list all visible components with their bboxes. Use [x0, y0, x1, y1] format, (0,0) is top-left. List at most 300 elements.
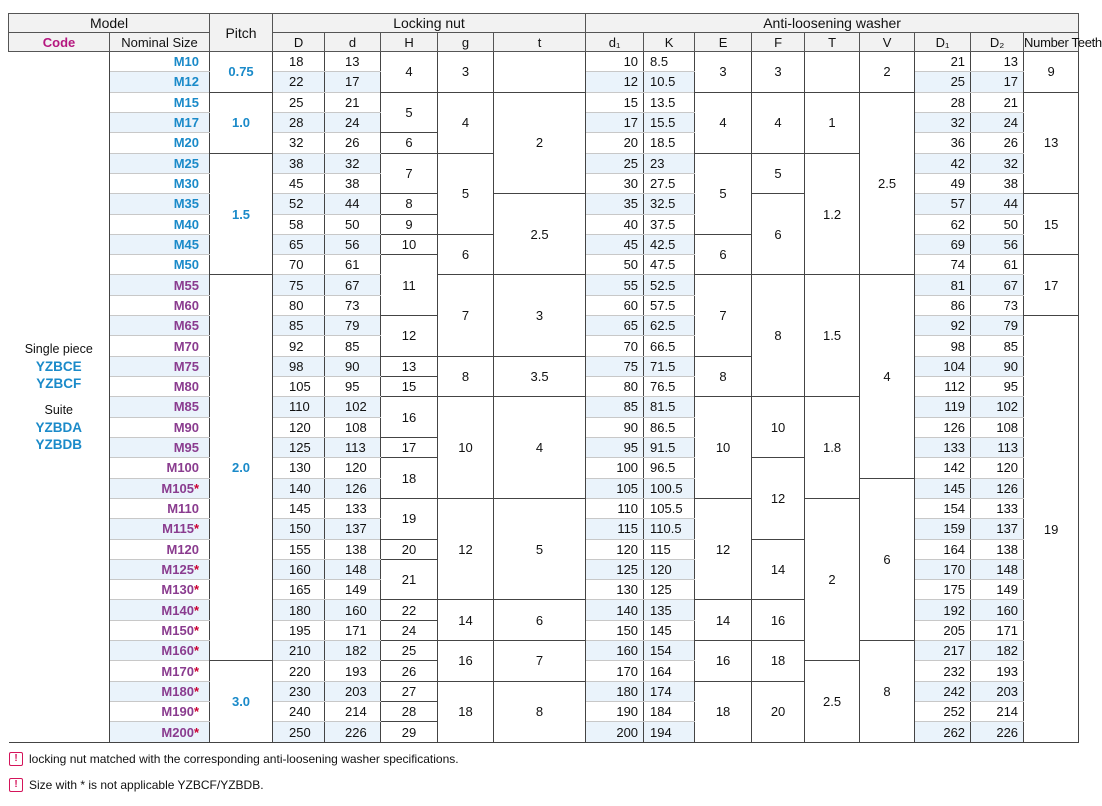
nut-g-cell: 12 — [438, 498, 494, 600]
nominal-size-cell — [110, 173, 210, 193]
nut-H-cell: 7 — [381, 153, 438, 194]
nut-d-cell: 149 — [325, 580, 381, 600]
nut-D-cell: 105 — [273, 377, 325, 397]
nominal-size-cell — [110, 92, 210, 112]
washer-d1-cell: 10 — [586, 52, 644, 72]
pitch-cell: 2.0 — [210, 275, 273, 661]
nut-g-cell: 3 — [438, 52, 494, 93]
table-row — [9, 275, 1079, 295]
washer-F-cell: 18 — [752, 641, 805, 682]
washer-V-cell: 8 — [860, 641, 915, 743]
washer-D1-cell: 81 — [915, 275, 971, 295]
nut-d-cell: 38 — [325, 173, 381, 193]
not-applicable-star: * — [193, 602, 200, 618]
nut-d-cell: 126 — [325, 478, 381, 498]
washer-F-cell: 8 — [752, 275, 805, 397]
nut-d-cell: 160 — [325, 600, 381, 620]
washer-D1-cell: 92 — [915, 316, 971, 336]
washer-K-cell: 23 — [644, 153, 695, 173]
nut-d-cell: 44 — [325, 194, 381, 214]
washer-D2-cell: 32 — [971, 153, 1024, 173]
washer-T-cell — [805, 52, 860, 93]
nut-D-cell: 70 — [273, 255, 325, 275]
washer-T-cell: 1.2 — [805, 153, 860, 275]
washer-F-cell: 16 — [752, 600, 805, 641]
nut-t-cell: 6 — [494, 600, 586, 641]
nut-D-cell: 250 — [273, 722, 325, 743]
nut-d-cell: 61 — [325, 255, 381, 275]
nut-H-cell: 13 — [381, 356, 438, 376]
nominal-size-cell — [110, 52, 210, 72]
table-row — [9, 52, 1079, 72]
nut-d-cell: 56 — [325, 234, 381, 254]
washer-D2-cell: 160 — [971, 600, 1024, 620]
washer-D1-cell: 145 — [915, 478, 971, 498]
nut-D-cell: 230 — [273, 681, 325, 701]
nominal-size-cell — [110, 234, 210, 254]
washer-d1-cell: 150 — [586, 620, 644, 640]
model-code: YZBCF — [36, 376, 82, 391]
washer-D1-cell: 28 — [915, 92, 971, 112]
nut-D-cell: 18 — [273, 52, 325, 72]
washer-D2-cell: 13 — [971, 52, 1024, 72]
nominal-size-value: M20 — [173, 135, 200, 151]
nut-D-cell: 25 — [273, 92, 325, 112]
nominal-size-value: M90 — [173, 419, 200, 435]
nut-d-cell: 85 — [325, 336, 381, 356]
nut-d-cell: 108 — [325, 417, 381, 437]
nominal-size-value: M17 — [173, 115, 200, 131]
washer-F-cell: 3 — [752, 52, 805, 93]
nut-d-cell: 113 — [325, 437, 381, 457]
not-applicable-star: * — [193, 582, 200, 598]
washer-K-cell: 115 — [644, 539, 695, 559]
nut-H-cell: 12 — [381, 316, 438, 357]
washer-D1-cell: 119 — [915, 397, 971, 417]
number-teeth-cell: 13 — [1024, 92, 1079, 194]
washer-E-cell: 4 — [695, 92, 752, 153]
washer-D2-cell: 61 — [971, 255, 1024, 275]
washer-K-cell: 81.5 — [644, 397, 695, 417]
table-row — [9, 498, 1079, 518]
washer-d1-cell: 15 — [586, 92, 644, 112]
number-teeth-cell: 19 — [1024, 316, 1079, 743]
table-row — [9, 397, 1079, 417]
washer-D2-cell: 113 — [971, 437, 1024, 457]
nominal-size-value: M40 — [173, 216, 200, 232]
not-applicable-star: * — [193, 683, 200, 699]
locking-nut-header: Locking nut — [273, 14, 586, 33]
nut-H-cell: 25 — [381, 641, 438, 661]
nut-d-cell: 226 — [325, 722, 381, 743]
nominal-size-value: M150 — [161, 622, 194, 638]
nut-t-cell: 5 — [494, 498, 586, 600]
washer-D2-cell: 203 — [971, 681, 1024, 701]
nut-d-cell: 90 — [325, 356, 381, 376]
washer-D2-cell: 67 — [971, 275, 1024, 295]
washer-d1-cell: 140 — [586, 600, 644, 620]
nominal-size-value: M30 — [173, 176, 200, 192]
nut-d-cell: 148 — [325, 559, 381, 579]
washer-col-T-header: T — [805, 33, 860, 52]
nominal-size-value: M50 — [173, 257, 200, 273]
nominal-size-header: Nominal Size — [110, 33, 210, 52]
nut-D-cell: 65 — [273, 234, 325, 254]
nominal-size-value: M70 — [173, 338, 200, 354]
washer-d1-cell: 20 — [586, 133, 644, 153]
nut-t-cell: 3.5 — [494, 356, 586, 397]
nominal-size-value: M125 — [161, 561, 194, 577]
washer-d1-cell: 85 — [586, 397, 644, 417]
nut-D-cell: 58 — [273, 214, 325, 234]
washer-d1-cell: 30 — [586, 173, 644, 193]
nut-col-t-header: t — [494, 33, 586, 52]
washer-K-cell: 15.5 — [644, 112, 695, 132]
washer-K-cell: 86.5 — [644, 417, 695, 437]
washer-K-cell: 71.5 — [644, 356, 695, 376]
washer-D1-cell: 154 — [915, 498, 971, 518]
nut-d-cell: 102 — [325, 397, 381, 417]
nut-t-cell: 7 — [494, 641, 586, 682]
washer-d1-cell: 50 — [586, 255, 644, 275]
nut-D-cell: 28 — [273, 112, 325, 132]
nominal-size-cell — [110, 498, 210, 518]
washer-D1-cell: 86 — [915, 295, 971, 315]
model-code: YZBDA — [35, 420, 82, 435]
washer-d1-cell: 110 — [586, 498, 644, 518]
washer-K-cell: 164 — [644, 661, 695, 681]
nut-D-cell: 150 — [273, 519, 325, 539]
washer-K-cell: 174 — [644, 681, 695, 701]
washer-E-cell: 12 — [695, 498, 752, 600]
washer-D1-cell: 262 — [915, 722, 971, 743]
nut-d-cell: 182 — [325, 641, 381, 661]
washer-T-cell: 2 — [805, 498, 860, 661]
nut-D-cell: 32 — [273, 133, 325, 153]
washer-col-F-header: F — [752, 33, 805, 52]
nominal-size-cell — [110, 559, 210, 579]
nut-D-cell: 45 — [273, 173, 325, 193]
washer-D2-cell: 193 — [971, 661, 1024, 681]
washer-D2-cell: 226 — [971, 722, 1024, 743]
model-code: YZBDB — [35, 437, 82, 452]
table-row — [9, 681, 1079, 701]
washer-K-cell: 194 — [644, 722, 695, 743]
nominal-size-value: M115 — [162, 521, 194, 537]
number-teeth-cell: 17 — [1024, 255, 1079, 316]
pitch-cell: 1.5 — [210, 153, 273, 275]
washer-d1-cell: 105 — [586, 478, 644, 498]
nominal-size-value: M160 — [161, 643, 194, 659]
washer-D2-cell: 56 — [971, 234, 1024, 254]
washer-D2-cell: 85 — [971, 336, 1024, 356]
washer-D1-cell: 49 — [915, 173, 971, 193]
nominal-size-cell — [110, 661, 210, 681]
nut-H-cell: 6 — [381, 133, 438, 153]
washer-D1-cell: 192 — [915, 600, 971, 620]
washer-d1-cell: 12 — [586, 72, 644, 92]
nominal-size-cell — [110, 458, 210, 478]
washer-d1-cell: 45 — [586, 234, 644, 254]
pitch-cell: 3.0 — [210, 661, 273, 743]
nut-D-cell: 125 — [273, 437, 325, 457]
nut-D-cell: 92 — [273, 336, 325, 356]
nominal-size-cell — [110, 478, 210, 498]
nut-col-D-header: D — [273, 33, 325, 52]
nominal-size-cell — [110, 214, 210, 234]
nut-D-cell: 180 — [273, 600, 325, 620]
washer-D2-cell: 95 — [971, 377, 1024, 397]
washer-col-V-header: V — [860, 33, 915, 52]
nominal-size-value: M85 — [173, 399, 200, 415]
washer-D1-cell: 74 — [915, 255, 971, 275]
nominal-size-cell — [110, 417, 210, 437]
washer-D2-cell: 138 — [971, 539, 1024, 559]
nut-D-cell: 110 — [273, 397, 325, 417]
washer-D1-cell: 25 — [915, 72, 971, 92]
note-1 — [9, 752, 459, 766]
nut-D-cell: 145 — [273, 498, 325, 518]
nominal-size-value: M75 — [173, 358, 200, 374]
washer-K-cell: 62.5 — [644, 316, 695, 336]
washer-D2-cell: 120 — [971, 458, 1024, 478]
nominal-size-cell — [110, 295, 210, 315]
nut-H-cell: 4 — [381, 52, 438, 93]
washer-d1-cell: 80 — [586, 377, 644, 397]
nut-H-cell: 17 — [381, 437, 438, 457]
nominal-size-cell — [110, 153, 210, 173]
nut-g-cell: 5 — [438, 153, 494, 234]
nut-d-cell: 17 — [325, 72, 381, 92]
number-teeth-header: Number Teeth — [1024, 34, 1102, 50]
nominal-size-value: M170 — [161, 663, 194, 679]
nominal-size-cell — [110, 255, 210, 275]
washer-D1-cell: 217 — [915, 641, 971, 661]
washer-D1-cell: 175 — [915, 580, 971, 600]
washer-F-cell: 5 — [752, 153, 805, 194]
nut-H-cell: 5 — [381, 92, 438, 133]
washer-D1-cell: 32 — [915, 112, 971, 132]
washer-K-cell: 52.5 — [644, 275, 695, 295]
nominal-size-cell — [110, 600, 210, 620]
nominal-size-cell — [110, 437, 210, 457]
nominal-size-cell — [110, 641, 210, 661]
nominal-size-value: M110 — [167, 501, 200, 517]
nut-t-cell: 8 — [494, 681, 586, 742]
pitch-cell: 0.75 — [210, 52, 273, 93]
washer-K-cell: 10.5 — [644, 72, 695, 92]
washer-d1-cell: 100 — [586, 458, 644, 478]
washer-D2-cell: 90 — [971, 356, 1024, 376]
not-applicable-star: * — [193, 724, 200, 740]
nut-col-d-header: d — [325, 33, 381, 52]
nut-H-cell: 26 — [381, 661, 438, 681]
washer-col-K-header: K — [644, 33, 695, 52]
washer-D2-cell: 171 — [971, 620, 1024, 640]
nut-D-cell: 130 — [273, 458, 325, 478]
nut-H-cell: 15 — [381, 377, 438, 397]
code-cell — [9, 52, 110, 743]
washer-D1-cell: 98 — [915, 336, 971, 356]
washer-D2-cell: 21 — [971, 92, 1024, 112]
nut-d-cell: 32 — [325, 153, 381, 173]
washer-D2-cell: 50 — [971, 214, 1024, 234]
nominal-size-cell — [110, 72, 210, 92]
nominal-size-cell — [110, 580, 210, 600]
nut-t-cell: 2 — [494, 92, 586, 194]
nut-d-cell: 95 — [325, 377, 381, 397]
nut-H-cell: 10 — [381, 234, 438, 254]
nut-D-cell: 165 — [273, 580, 325, 600]
washer-E-cell: 18 — [695, 681, 752, 742]
washer-K-cell: 42.5 — [644, 234, 695, 254]
washer-D2-cell: 26 — [971, 133, 1024, 153]
washer-E-cell: 7 — [695, 275, 752, 356]
washer-d1-cell: 60 — [586, 295, 644, 315]
washer-K-cell: 135 — [644, 600, 695, 620]
nut-g-cell: 7 — [438, 275, 494, 356]
nut-d-cell: 13 — [325, 52, 381, 72]
nut-D-cell: 85 — [273, 316, 325, 336]
washer-d1-cell: 95 — [586, 437, 644, 457]
washer-d1-cell: 200 — [586, 722, 644, 743]
nominal-size-cell — [110, 722, 210, 743]
washer-d1-cell: 160 — [586, 641, 644, 661]
not-applicable-star: * — [193, 561, 200, 577]
washer-K-cell: 100.5 — [644, 478, 695, 498]
pitch-cell: 1.0 — [210, 92, 273, 153]
washer-K-cell: 154 — [644, 641, 695, 661]
washer-D1-cell: 36 — [915, 133, 971, 153]
washer-d1-cell: 115 — [586, 519, 644, 539]
nut-H-cell: 28 — [381, 702, 438, 722]
washer-D1-cell: 164 — [915, 539, 971, 559]
table-row — [9, 194, 1079, 214]
washer-d1-cell: 125 — [586, 559, 644, 579]
washer-T-cell: 1.8 — [805, 397, 860, 499]
washer-K-cell: 76.5 — [644, 377, 695, 397]
washer-K-cell: 110.5 — [644, 519, 695, 539]
washer-K-cell: 57.5 — [644, 295, 695, 315]
washer-d1-cell: 25 — [586, 153, 644, 173]
nut-D-cell: 38 — [273, 153, 325, 173]
washer-F-cell: 20 — [752, 681, 805, 742]
washer-D2-cell: 79 — [971, 316, 1024, 336]
washer-D2-cell: 149 — [971, 580, 1024, 600]
suite-label: Suite — [44, 403, 73, 417]
washer-K-cell: 96.5 — [644, 458, 695, 478]
washer-T-cell: 1 — [805, 92, 860, 153]
table-body — [9, 52, 1079, 743]
washer-d1-cell: 17 — [586, 112, 644, 132]
not-applicable-star: * — [193, 643, 200, 659]
washer-d1-cell: 170 — [586, 661, 644, 681]
washer-d1-cell: 40 — [586, 214, 644, 234]
washer-D2-cell: 24 — [971, 112, 1024, 132]
washer-col-d1-header: d₁ — [586, 33, 644, 52]
washer-D2-cell: 133 — [971, 498, 1024, 518]
washer-d1-cell: 70 — [586, 336, 644, 356]
washer-D1-cell: 142 — [915, 458, 971, 478]
nominal-size-cell — [110, 356, 210, 376]
washer-d1-cell: 130 — [586, 580, 644, 600]
anti-loosening-washer-header: Anti-loosening washer — [586, 14, 1079, 33]
washer-V-cell: 2 — [860, 52, 915, 93]
washer-T-cell: 1.5 — [805, 275, 860, 397]
nominal-size-value: M60 — [173, 297, 200, 313]
nominal-size-cell — [110, 336, 210, 356]
washer-K-cell: 184 — [644, 702, 695, 722]
nut-d-cell: 50 — [325, 214, 381, 234]
washer-F-cell: 4 — [752, 92, 805, 153]
table-row — [9, 92, 1079, 112]
nut-H-cell: 16 — [381, 397, 438, 438]
nominal-size-cell — [110, 133, 210, 153]
washer-K-cell: 27.5 — [644, 173, 695, 193]
washer-D1-cell: 133 — [915, 437, 971, 457]
nut-d-cell: 137 — [325, 519, 381, 539]
washer-d1-cell: 65 — [586, 316, 644, 336]
nut-D-cell: 120 — [273, 417, 325, 437]
washer-K-cell: 32.5 — [644, 194, 695, 214]
nut-g-cell: 10 — [438, 397, 494, 499]
nominal-size-cell — [110, 377, 210, 397]
washer-D2-cell: 182 — [971, 641, 1024, 661]
info-icon: ! — [9, 752, 23, 766]
washer-V-cell: 4 — [860, 275, 915, 478]
washer-K-cell: 13.5 — [644, 92, 695, 112]
nut-d-cell: 203 — [325, 681, 381, 701]
washer-d1-cell: 35 — [586, 194, 644, 214]
nut-H-cell: 29 — [381, 722, 438, 743]
nominal-size-value: M55 — [173, 277, 200, 293]
nominal-size-value: M100 — [166, 460, 200, 476]
nut-d-cell: 24 — [325, 112, 381, 132]
nut-d-cell: 171 — [325, 620, 381, 640]
nut-H-cell: 9 — [381, 214, 438, 234]
nominal-size-value: M140 — [161, 602, 194, 618]
nominal-size-cell — [110, 519, 210, 539]
washer-col-D1-header: D₁ — [915, 33, 971, 52]
nut-g-cell: 14 — [438, 600, 494, 641]
washer-E-cell: 6 — [695, 234, 752, 275]
table-row — [9, 356, 1079, 376]
number-teeth-cell: 15 — [1024, 194, 1079, 255]
nut-H-cell: 8 — [381, 194, 438, 214]
nut-H-cell: 27 — [381, 681, 438, 701]
washer-K-cell: 8.5 — [644, 52, 695, 72]
nominal-size-value: M95 — [173, 440, 200, 456]
nominal-size-value: M130 — [161, 582, 194, 598]
not-applicable-star: * — [193, 521, 200, 537]
nut-D-cell: 52 — [273, 194, 325, 214]
nut-D-cell: 98 — [273, 356, 325, 376]
washer-F-cell: 14 — [752, 539, 805, 600]
info-icon: ! — [9, 778, 23, 792]
nut-H-cell: 24 — [381, 620, 438, 640]
nut-t-cell: 2.5 — [494, 194, 586, 275]
nominal-size-value: M80 — [173, 379, 200, 395]
washer-D1-cell: 232 — [915, 661, 971, 681]
nut-D-cell: 220 — [273, 661, 325, 681]
nut-d-cell: 79 — [325, 316, 381, 336]
washer-d1-cell: 75 — [586, 356, 644, 376]
washer-col-E-header: E — [695, 33, 752, 52]
nominal-size-value: M35 — [173, 196, 200, 212]
not-applicable-star: * — [193, 663, 200, 679]
washer-E-cell: 16 — [695, 641, 752, 682]
washer-D1-cell: 205 — [915, 620, 971, 640]
